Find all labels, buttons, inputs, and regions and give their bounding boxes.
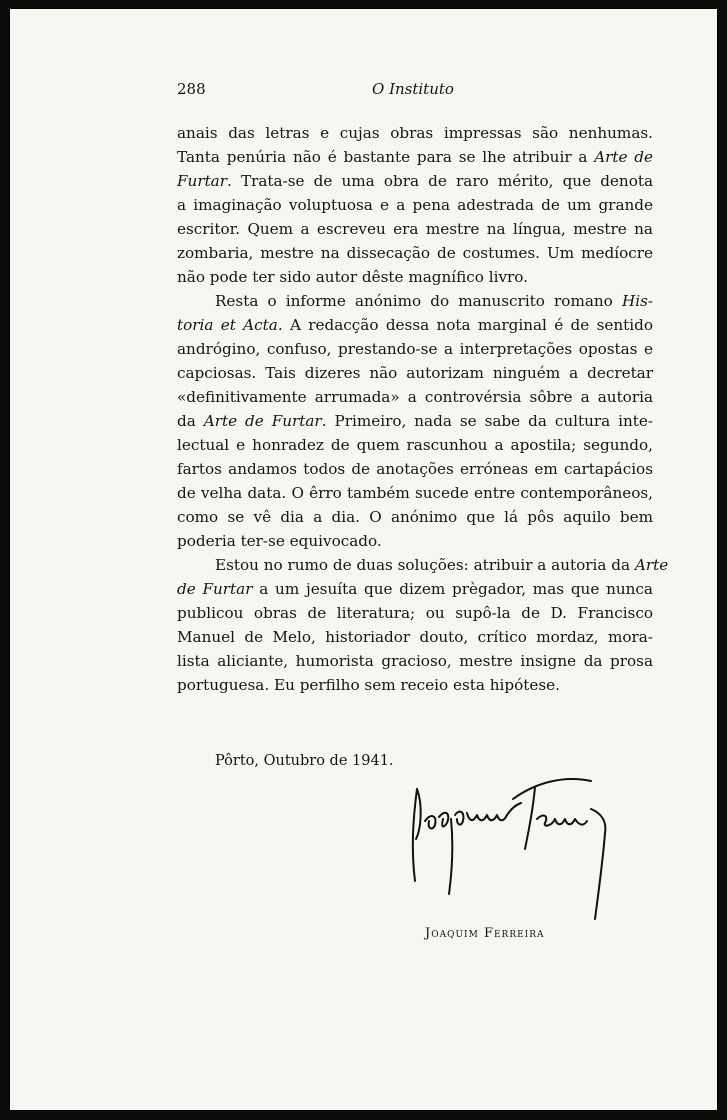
text-line bbox=[177, 193, 653, 217]
text-line bbox=[177, 649, 653, 673]
handwritten-signature bbox=[395, 769, 635, 939]
text-run: Manuel de Melo, historiador douto, crítico mordaz, mora- bbox=[177, 628, 653, 646]
text-run: da bbox=[177, 412, 204, 430]
italic-text: Arte de Furtar bbox=[203, 412, 322, 430]
italic-text: His- bbox=[621, 292, 653, 310]
text-line bbox=[177, 625, 653, 649]
text-run: poderia ter-se equivocado. bbox=[177, 532, 382, 550]
italic-text: Arte bbox=[634, 556, 669, 574]
italic-text: Furtar bbox=[177, 172, 227, 190]
text-run: como se vê dia a dia. O anónimo que lá pôs aquilo bem bbox=[177, 508, 653, 526]
text-line bbox=[177, 313, 653, 337]
text-line bbox=[177, 217, 653, 241]
text-line bbox=[177, 121, 653, 145]
text-run: portuguesa. Eu perfilho sem receio esta hipótese. bbox=[177, 676, 560, 694]
text-run: lista aliciante, humorista gracioso, mestre insigne da prosa bbox=[177, 652, 653, 670]
text-line bbox=[177, 337, 653, 361]
text-line bbox=[177, 529, 653, 553]
text-run: . A redacção dessa nota marginal é de sentido bbox=[277, 316, 653, 334]
text-line bbox=[177, 505, 653, 529]
text-line bbox=[177, 241, 653, 265]
text-line bbox=[177, 433, 653, 457]
text-run: escritor. Quem a escreveu era mestre na língua, mestre na bbox=[177, 220, 653, 238]
text-line bbox=[177, 601, 653, 625]
text-run: lectual e honradez de quem rascunhou a apostila; segundo, bbox=[177, 436, 653, 454]
author-name: Joaquim Ferreira bbox=[425, 926, 545, 941]
text-run: . Primeiro, nada se sabe da cultura inte- bbox=[321, 412, 654, 430]
text-line bbox=[177, 265, 653, 289]
italic-text: Arte de bbox=[594, 148, 653, 166]
text-run: publicou obras de literatura; ou supô-la de D. Francisco bbox=[177, 604, 653, 622]
text-run: Tanta penúria não é bastante para se lhe atribuir a bbox=[177, 148, 595, 166]
text-run: não pode ter sido autor dêste magnífico livro. bbox=[177, 268, 529, 286]
running-title: O Instituto bbox=[372, 80, 454, 98]
text-run: capciosas. Tais dizeres não autorizam ninguém a decretar bbox=[177, 364, 653, 382]
text-line bbox=[177, 409, 653, 433]
text-line bbox=[177, 169, 653, 193]
text-run: anais das letras e cujas obras impressas são nenhumas. bbox=[177, 124, 653, 142]
text-run: fartos andamos todos de anotações erróneas em cartapácios bbox=[177, 460, 653, 478]
text-line bbox=[177, 577, 653, 601]
text-line bbox=[177, 361, 653, 385]
text-line bbox=[177, 145, 653, 169]
text-line bbox=[177, 673, 653, 697]
text-run: a imaginação voluptuosa e a pena adestrada de um grande bbox=[177, 196, 653, 214]
text-run: Resta o informe anónimo do manuscrito romano bbox=[215, 292, 622, 310]
text-line bbox=[177, 289, 653, 313]
text-run: andrógino, confuso, prestando-se a interpretações opostas e bbox=[177, 340, 653, 358]
italic-text: de Furtar bbox=[177, 580, 253, 598]
italic-text: toria et Acta bbox=[177, 316, 278, 334]
document-page bbox=[9, 8, 718, 1111]
body-text bbox=[177, 121, 669, 697]
text-run: . Trata-se de uma obra de raro mérito, que denota bbox=[227, 172, 653, 190]
text-line bbox=[177, 385, 653, 409]
dateline: Pôrto, Outubro de 1941. bbox=[215, 753, 394, 769]
text-line bbox=[177, 481, 653, 505]
page-number: 288 bbox=[177, 80, 206, 98]
text-line bbox=[177, 457, 653, 481]
text-run: Estou no rumo de duas soluções: atribuir a autoria da bbox=[215, 556, 635, 574]
text-line bbox=[177, 553, 669, 577]
text-run: de velha data. O êrro também sucede entre contemporâneos, bbox=[177, 484, 653, 502]
text-run: zombaria, mestre na dissecação de costumes. Um medíocre bbox=[177, 244, 653, 262]
text-run: «definitivamente arrumada» a controvérsia sôbre a autoria bbox=[177, 388, 653, 406]
text-run: a um jesuíta que dizem prègador, mas que nunca bbox=[252, 580, 653, 598]
